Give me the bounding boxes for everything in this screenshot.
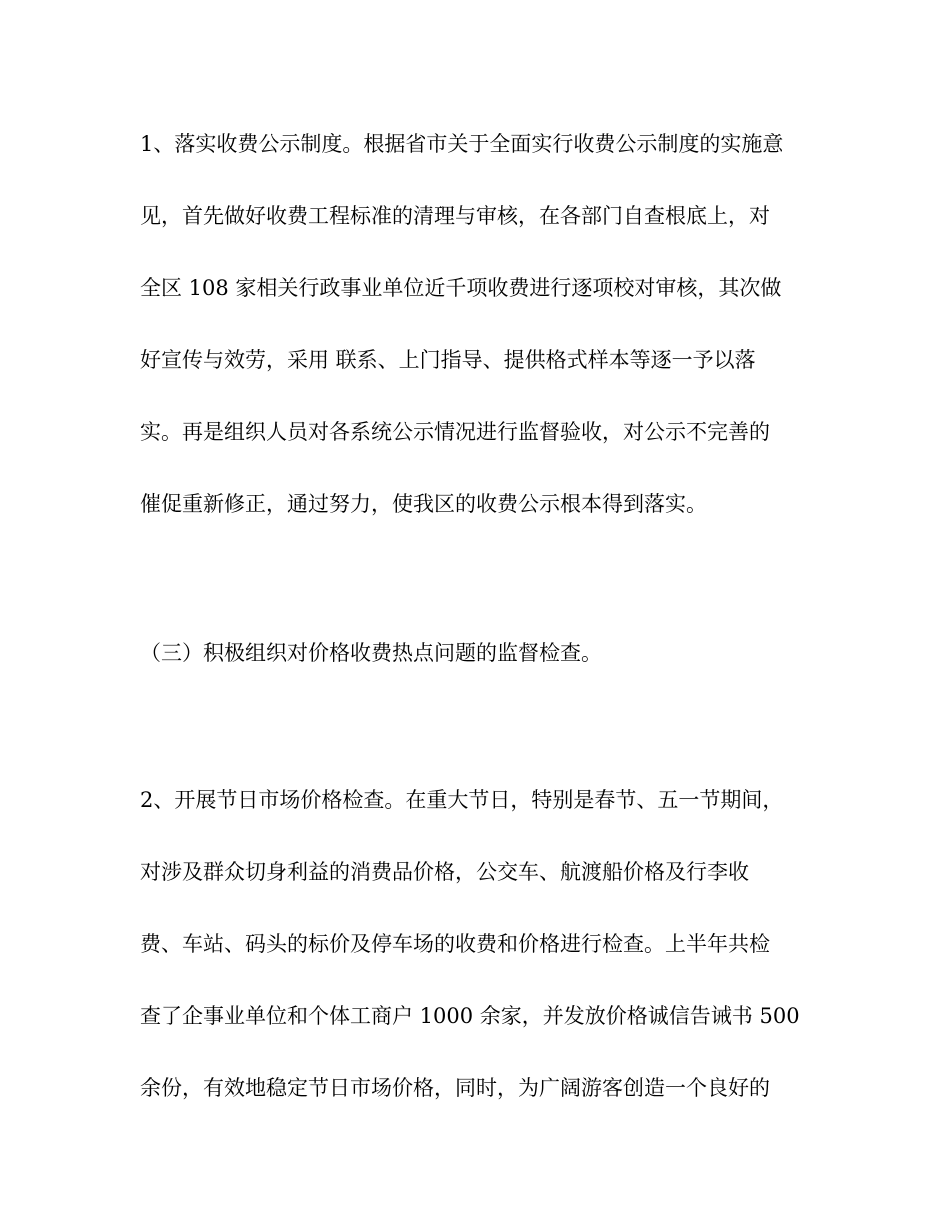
text-line: 余份，有效地稳定节日市场价格，同时，为广阔游客创造一个良好的 <box>140 1076 770 1100</box>
text-line: 查了企事业单位和个体工商户 1000 余家，并发放价格诚信告诫书 500 <box>140 1004 800 1028</box>
text-line: 对涉及群众切身利益的消费品价格，公交车、航渡船价格及行李收 <box>140 860 749 884</box>
text-line: 见，首先做好收费工程标准的清理与审核，在各部门自查根底上，对 <box>140 204 770 228</box>
text-line: 费、车站、码头的标价及停车场的收费和价格进行检查。上半年共检 <box>140 932 770 956</box>
text-line: 全区 108 家相关行政事业单位近千项收费进行逐项校对审核，其次做 <box>140 276 782 300</box>
text-line: 1、落实收费公示制度。根据省市关于全面实行收费公示制度的实施意 <box>140 132 784 156</box>
text-line: 实。再是组织人员对各系统公示情况进行监督验收，对公示不完善的 <box>140 420 770 444</box>
text-line: 2、开展节日市场价格检查。在重大节日，特别是春节、五一节期间， <box>140 788 784 812</box>
text-line: 催促重新修正，通过努力，使我区的收费公示根本得到落实。 <box>140 492 707 516</box>
section-heading: （三）积极组织对价格收费热点问题的监督检查。 <box>140 641 602 665</box>
text-line: 好宣传与效劳，采用 联系、上门指导、提供格式样本等逐一予以落 <box>140 348 756 372</box>
